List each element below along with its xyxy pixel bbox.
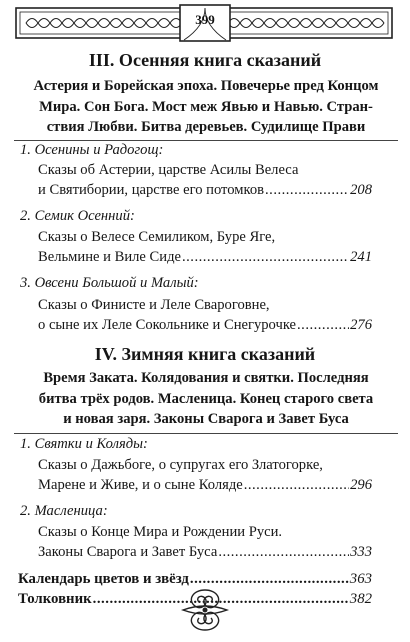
dot-leader [297, 315, 349, 335]
dot-leader [265, 180, 349, 200]
toc-entry[interactable] [38, 295, 372, 335]
divider-rule [14, 433, 398, 434]
entry-line: Сказы о Финисте и Леле Свароговне, [38, 297, 270, 313]
subsection-label: 2. Семик Осенний: [20, 208, 135, 224]
subsection-label: 3. Овсени Большой и Малый: [20, 275, 199, 291]
section-title-winter: IV. Зимняя книга сказаний [94, 344, 316, 364]
section-title-autumn: III. Осенняя книга сказаний [88, 50, 322, 70]
subsection-label: 1. Осенины и Радогощ: [20, 142, 164, 158]
dot-leader [244, 475, 349, 495]
subsection-label: 2. Масленица: [20, 503, 108, 519]
entry-line: Марене и Живе, и о сыне Коляде [38, 477, 243, 493]
description-line: и новая заря. Законы Сварога и Завет Буса [63, 411, 349, 427]
section-description-autumn [14, 76, 398, 138]
footer-ornament [175, 584, 235, 636]
entry-line: Сказы о Велесе Семиликом, Буре Яге, [38, 229, 276, 245]
description-line: Мира. Сон Бога. Мост меж Явью и Навью. Стран- [39, 98, 373, 115]
page-ref: 241 [350, 249, 372, 265]
page-ref: 276 [350, 317, 372, 333]
description-line: ствия Любви. Битва деревьев. Судилище Прави [46, 119, 366, 135]
page-ref: 363 [349, 571, 372, 587]
divider-rule [14, 140, 398, 141]
entry-line: Законы Сварога и Завет Буса [38, 544, 218, 560]
entry-title: Календарь цветов и звёзд [18, 571, 189, 587]
entry-line: о сыне их Леле Сокольнике и Снегурочке [38, 317, 297, 333]
toc-entry[interactable] [38, 455, 372, 495]
entry-line: Вельмине и Виле Сиде [38, 249, 181, 265]
page-ref: 333 [350, 544, 372, 560]
toc-entry[interactable] [38, 227, 372, 267]
toc-entry[interactable] [38, 160, 372, 200]
dot-leader [182, 247, 349, 267]
page-ref: 382 [349, 591, 372, 607]
entry-line: Сказы о Дажьбоге, о супругах его Златогорке, [38, 457, 323, 473]
description-line: битва трёх родов. Масленица. Конец старого света [38, 390, 374, 407]
description-line: Время Заката. Колядования и святки. Последняя [43, 370, 369, 386]
entry-line: и Святибории, царстве его потомков [38, 182, 265, 198]
dot-leader [218, 542, 349, 562]
page-ref: 296 [350, 477, 372, 493]
page-ref: 208 [350, 182, 372, 198]
subsection-label: 1. Святки и Коляды: [20, 436, 148, 452]
entry-line: Сказы об Астерии, царстве Асилы Велеса [38, 162, 299, 178]
section-description-winter [14, 368, 398, 430]
description-line: Астерия и Борейская эпоха. Повечерье пред Концом [33, 78, 379, 94]
page-number: 399 [195, 12, 215, 27]
entry-title: Толковник [18, 591, 92, 607]
toc-entry[interactable] [38, 522, 372, 562]
entry-line: Сказы о Конце Мира и Рождении Руси. [38, 524, 283, 540]
